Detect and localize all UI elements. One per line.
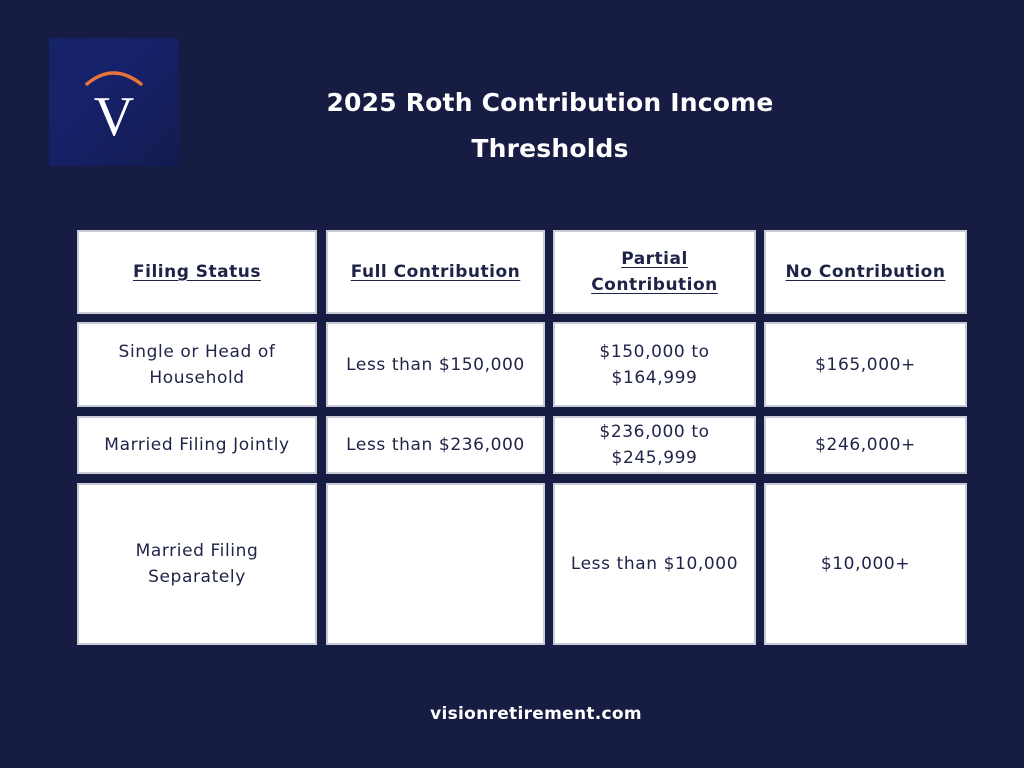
cell-partial-single: $150,000 to $164,999 bbox=[553, 322, 756, 407]
header-full-contribution: Full Contribution bbox=[326, 230, 545, 314]
cell-full-single: Less than $150,000 bbox=[326, 322, 545, 407]
cell-partial-separately: Less than $10,000 bbox=[553, 483, 756, 645]
header-filing-status: Filing Status bbox=[77, 230, 317, 314]
cell-status-jointly: Married Filing Jointly bbox=[77, 416, 317, 474]
header-no-contribution: No Contribution bbox=[764, 230, 967, 314]
logo-arc bbox=[87, 73, 141, 84]
website-url: visionretirement.com bbox=[430, 704, 642, 724]
cell-status-separately: Married Filing Separately bbox=[77, 483, 317, 645]
header-partial-contribution: Partial Contribution bbox=[553, 230, 756, 314]
cell-full-jointly: Less than $236,000 bbox=[326, 416, 545, 474]
cell-partial-jointly: $236,000 to $245,999 bbox=[553, 416, 756, 474]
brand-logo bbox=[49, 38, 179, 166]
cell-none-single: $165,000+ bbox=[764, 322, 967, 407]
cell-status-single: Single or Head of Household bbox=[77, 322, 317, 407]
title-line-1: 2025 Roth Contribution Income bbox=[326, 88, 774, 117]
title-line-2: Thresholds bbox=[471, 134, 629, 163]
logo-letter: V bbox=[93, 86, 135, 148]
logo-mark bbox=[49, 38, 179, 166]
cell-none-separately: $10,000+ bbox=[764, 483, 967, 645]
page-title bbox=[290, 80, 810, 172]
cell-full-separately bbox=[326, 483, 545, 645]
cell-none-jointly: $246,000+ bbox=[764, 416, 967, 474]
